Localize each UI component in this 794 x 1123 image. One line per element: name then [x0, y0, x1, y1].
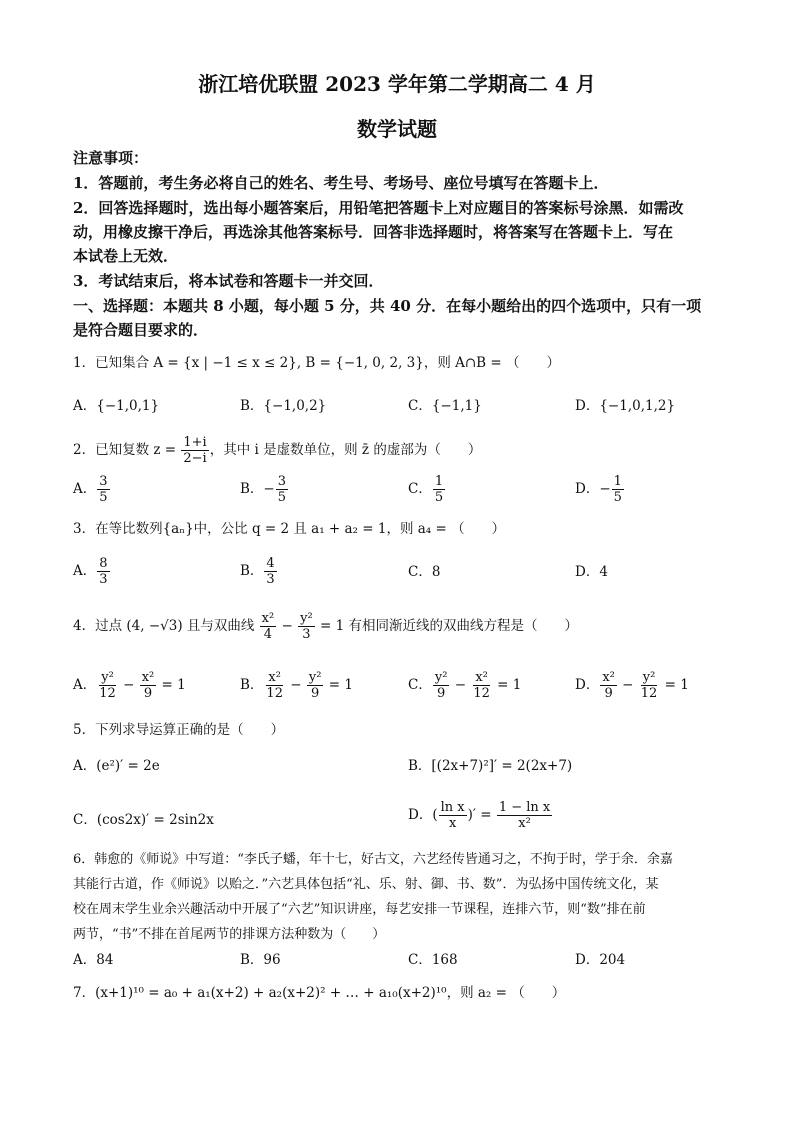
q2-stem-pre: 2．已知复数 z = — [73, 442, 181, 458]
q4-d-n1: x² — [602, 670, 615, 685]
q4-a-frac-1 — [97, 670, 118, 701]
q4-d-eq: = 1 — [660, 677, 689, 693]
q4-fraction-1 — [260, 611, 277, 642]
q4-a-eq: = 1 — [157, 677, 186, 693]
q3-a-num: 8 — [99, 556, 108, 571]
q5-d-rden: x² — [518, 816, 531, 831]
q2-a-label: A． — [73, 481, 97, 497]
q4-d-frac-2 — [639, 670, 660, 701]
q4-d-label: D． — [575, 677, 600, 693]
q5-d-label: D． — [408, 807, 433, 823]
q4-b-frac-1 — [264, 670, 285, 701]
q2-d-fraction — [612, 474, 624, 505]
q1-option-b: B．{−1,0,2} — [240, 398, 327, 414]
question-6-line-2: 其能行古道，作《师说》以贻之．”六艺具体包括“礼、乐、射、御、书、数”．为弘扬中国传统文化，某 — [73, 877, 659, 892]
notice-item-2-line-3: 本试卷上无效． — [73, 247, 179, 265]
q2-c-label: C． — [408, 481, 432, 497]
question-6-line-3: 校在周末学生业余兴趣活动中开展了“六艺”知识讲座，每艺安排一节课程，连排六节，则“数”排在前 — [73, 902, 646, 917]
notice-item-3: 3．考试结束后，将本试卷和答题卡一并交回． — [73, 272, 384, 290]
q2-d-num: 1 — [613, 474, 622, 489]
q2-b-label: B．− — [240, 481, 275, 497]
question-2-stem — [73, 432, 729, 468]
q3-b-num: 4 — [266, 556, 275, 571]
q4-c-minus: − — [450, 677, 471, 693]
q4-f1-num: x² — [261, 611, 275, 626]
q3-b-fraction — [264, 556, 276, 587]
q2-fraction — [181, 435, 208, 466]
q2-b-den: 5 — [277, 490, 287, 505]
q4-a-n1: y² — [101, 670, 114, 685]
section-heading-line-2: 是符合题目要求的． — [73, 321, 209, 339]
question-6-line-1: 6．韩愈的《师说》中写道：“李氏子蟠，年十七，好古文，六艺经传皆通习之，不拘于时，学于余．余嘉 — [73, 852, 673, 867]
q2-c-den: 5 — [434, 490, 444, 505]
q3-option-c: C．8 — [408, 564, 441, 580]
question-1-stem: 1．已知集合 A = {x | −1 ≤ x ≤ 2}, B = {−1, 0, 2, 3}，则 A∩B = （ ） — [73, 355, 560, 371]
q2-option-c — [408, 474, 446, 505]
q4-b-d2: 9 — [311, 686, 320, 701]
q4-stem-pre: 4．过点 (4, −√3) 且与双曲线 — [73, 618, 259, 634]
notice-item-2-line-1: 2．回答选择题时，选出每小题答案后，用铅笔把答题卡上对应题目的答案标号涂黑．如需改 — [73, 199, 684, 217]
q2-c-num: 1 — [434, 474, 444, 489]
q4-stem-post: = 1 有相同渐近线的双曲线方程是（ ） — [315, 618, 578, 634]
notice-heading: 注意事项： — [73, 149, 149, 167]
q2-stem-post: ，其中 i 是虚数单位，则 z̄ 的虚部为（ ） — [209, 442, 482, 458]
q4-a-label: A． — [73, 677, 97, 693]
q4-option-c — [408, 670, 521, 701]
question-3-stem: 3．在等比数列{aₙ}中，公比 q = 2 且 a₁ + a₂ = 1，则 a₄ = （ ） — [73, 521, 506, 537]
q2-b-fraction — [276, 474, 288, 505]
page-title: 浙江培优联盟 2023 学年第二学期高二 4 月 — [198, 72, 596, 96]
q4-c-frac-2 — [471, 670, 492, 701]
q3-option-d: D．4 — [575, 564, 608, 580]
q4-b-n1: x² — [268, 670, 281, 685]
q2-denominator: 2−i — [183, 451, 207, 466]
q4-a-d2: 9 — [143, 686, 153, 701]
question-6-line-4: 两节，“书”不排在首尾两节的排课方法种数为（ ） — [73, 927, 386, 942]
q5-d-fnum: ln x — [440, 800, 465, 815]
q4-c-eq: = 1 — [492, 677, 522, 693]
q2-a-fraction — [97, 474, 109, 505]
q4-c-d1: 9 — [436, 686, 446, 701]
q3-a-label: A． — [73, 563, 97, 579]
q4-a-minus: − — [118, 677, 139, 693]
q5-option-b: B．[(2x+7)²]′ = 2(2x+7) — [408, 758, 573, 774]
q3-b-den: 3 — [266, 572, 275, 587]
q4-f2-num: y² — [300, 611, 313, 626]
q4-c-n1: y² — [434, 670, 448, 685]
question-7-stem: 7．(x+1)¹⁰ = a₀ + a₁(x+2) + a₂(x+2)² + … + a₁₀(x+2)¹⁰，则 a₂ = （ ） — [73, 985, 566, 1001]
q4-a-frac-2 — [140, 670, 157, 701]
q4-b-minus: − — [285, 677, 306, 693]
q3-option-b — [240, 556, 278, 587]
q4-f1-den: 4 — [263, 627, 273, 642]
q4-b-label: B． — [240, 677, 264, 693]
q5-d-frac-2 — [497, 800, 552, 831]
q3-option-a — [73, 556, 111, 587]
q4-option-b — [240, 670, 353, 701]
q2-option-d — [575, 474, 625, 505]
q5-d-open-paren: ( — [432, 807, 438, 823]
q4-d-d1: 9 — [604, 686, 613, 701]
q2-d-label: D．− — [575, 481, 611, 497]
q2-a-num: 3 — [99, 474, 108, 489]
q6-option-a: A．84 — [73, 952, 114, 968]
q2-option-a — [73, 474, 111, 505]
q4-fraction-2 — [298, 611, 315, 642]
q6-option-b: B．96 — [240, 952, 281, 968]
q4-a-n2: x² — [141, 670, 155, 685]
q2-d-den: 5 — [613, 490, 622, 505]
q2-b-num: 3 — [277, 474, 287, 489]
q5-d-rnum: 1 − ln x — [498, 800, 551, 815]
q4-a-d1: 12 — [99, 686, 116, 701]
q2-numerator: 1+i — [183, 435, 207, 450]
q4-c-label: C． — [408, 677, 432, 693]
q4-b-frac-2 — [307, 670, 324, 701]
page-subtitle: 数学试题 — [357, 117, 437, 141]
q2-c-fraction — [433, 474, 445, 505]
q4-c-frac-1 — [433, 670, 450, 701]
q1-option-d: D．{−1,0,1,2} — [575, 398, 676, 414]
q4-d-d2: 12 — [640, 686, 658, 701]
q4-b-eq: = 1 — [324, 677, 353, 693]
q5-d-frac-1 — [439, 800, 467, 831]
q4-d-minus: − — [617, 677, 638, 693]
q6-option-c: C．168 — [408, 952, 458, 968]
q5-option-d — [408, 800, 553, 831]
section-heading-line-1: 一、选择题：本题共 8 小题，每小题 5 分，共 40 分．在每小题给出的四个选项中，只有一项 — [73, 297, 702, 315]
q2-option-b — [240, 474, 289, 505]
q4-minus: − — [277, 618, 298, 634]
question-5-stem: 5．下列求导运算正确的是（ ） — [73, 722, 285, 738]
q1-option-a: A．{−1,0,1} — [73, 398, 160, 414]
q4-d-frac-1 — [600, 670, 617, 701]
q5-d-mid: )′ = — [467, 807, 496, 823]
q4-b-n2: y² — [308, 670, 322, 685]
q4-option-d — [575, 670, 689, 701]
question-4-stem — [73, 608, 729, 644]
q4-f2-den: 3 — [302, 627, 311, 642]
q6-option-d: D．204 — [575, 952, 626, 968]
q5-option-c: C．(cos2x)′ = 2sin2x — [73, 812, 214, 828]
q5-option-a: A．(e²)′ = 2e — [73, 758, 160, 774]
q4-c-n2: x² — [475, 670, 488, 685]
q4-d-n2: y² — [642, 670, 656, 685]
q3-b-label: B． — [240, 563, 264, 579]
q4-option-a — [73, 670, 186, 701]
q1-option-c: C．{−1,1} — [408, 398, 482, 414]
q4-b-d1: 12 — [266, 686, 283, 701]
q3-a-fraction — [97, 556, 109, 587]
q4-c-d2: 12 — [473, 686, 490, 701]
q2-a-den: 5 — [99, 490, 108, 505]
notice-item-2-line-2: 动，用橡皮擦干净后，再选涂其他答案标号．回答非选择题时，将答案写在答题卡上．写在 — [73, 223, 674, 241]
q3-a-den: 3 — [99, 572, 108, 587]
q5-d-fden: x — [448, 816, 457, 831]
notice-item-1: 1．答题前，考生务必将自己的姓名、考生号、考场号、座位号填写在答题卡上． — [73, 174, 609, 192]
